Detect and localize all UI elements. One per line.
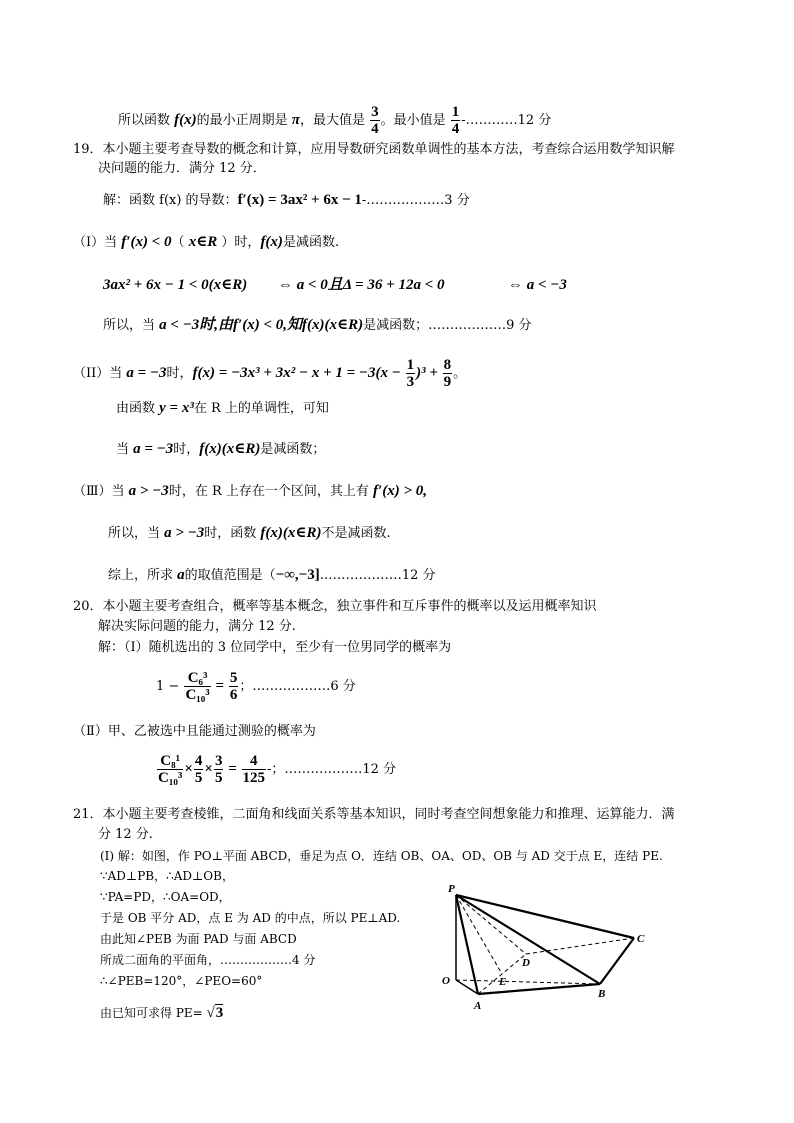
- q19-inequality-1: 3ax² + 6x − 1 < 0(x∈R): [103, 277, 248, 293]
- q19-heading-line1: 19．本小题主要考查导数的概念和计算，应用导数研究函数单调性的基本方法，考查综合运用数学知识解: [73, 142, 675, 157]
- q21-line-10: 由已知可求得 PE= √3: [100, 1005, 224, 1021]
- q20-equation-2: $\frac{\text{C₈¹}}{\text{C₁₀³}}$ × $\frac{4}{5}$ × $\frac{3}{5}$ = $\frac{4}{125}$ -；………………12 分: [158, 753, 397, 786]
- q19-inequality-3: ⇔ a < −3: [508, 277, 567, 293]
- label-P: P: [448, 883, 455, 895]
- q19-part2-line: （II）当 a = −3时，f(x) = −3x³ + 3x² − x + 1 = −3(x − $\frac{1}{3}$ )³ + $\frac{8}{9}$ 。: [73, 357, 467, 390]
- q21-line-9: ∴∠PEB=120°，∠PEO=60°: [100, 974, 263, 988]
- label-E: E: [499, 976, 507, 988]
- pyramid-figure: [436, 880, 676, 1015]
- q21-line-5: ∵PA=PD，∴OA=OD，: [100, 890, 231, 904]
- q19-decreasing-line: 当 a = −3时，f(x)(x∈R)是减函数；: [116, 441, 326, 457]
- label-D: D: [522, 957, 530, 969]
- q20-part2-line: （Ⅱ）甲、乙被选中且能通过测验的概率为: [73, 724, 316, 739]
- q19-summary-line: 综上，所求 a的取值范围是（−∞,−3].………………12 分: [108, 567, 436, 583]
- q19-derivative-line: 解：函数 f(x) 的导数：f′(x) = 3ax² + 6x − 1-………………3 分: [103, 192, 470, 208]
- label-O: O: [442, 975, 450, 987]
- label-A: A: [474, 1000, 482, 1012]
- q20-heading-line1: 20．本小题主要考查组合，概率等基本概念，独立事件和互斥事件的概率以及运用概率知识: [73, 599, 597, 614]
- q20-heading-line2: 解决实际问题的能力，满分 12 分.: [98, 619, 296, 634]
- label-B: B: [598, 988, 606, 1000]
- q21-heading-line1: 21．本小题主要考查棱锥，二面角和线面关系等基本知识，同时考查空间想象能力和推理、运算能力．满: [73, 807, 675, 822]
- max-fraction: $\frac{3}{4}$: [371, 104, 379, 137]
- q21-line-8: 所成二面角的平面角，………………4 分: [100, 953, 316, 967]
- q20-equation-1: 1 − $\frac{\text{C₆³}}{\text{C₁₀³}}$ = $\frac{5}{6}$ ；………………6 分: [156, 670, 356, 703]
- q19-heading-line2: 决问题的能力．满分 12 分．: [98, 161, 266, 176]
- q19-part3-line: （Ⅲ）当 a > −3时，在 R 上存在一个区间，其上有 f′(x) > 0,: [73, 483, 428, 499]
- q19-part1-line: （Ⅰ）当 f′(x) < 0（ x∈R ）时，f(x)是减函数.: [73, 234, 340, 250]
- max-min-line: 所以函数 f(x)的最小正周期是 π，最大值是 $\frac{3}{4}$ 。最小值是 $\frac{1}{4}$ -…………12 分: [118, 104, 552, 137]
- min-fraction: $\frac{1}{4}$: [451, 104, 460, 137]
- q21-line-6: 于是 OB 平分 AD，点 E 为 AD 的中点，所以 PE⊥AD.: [100, 911, 401, 925]
- q21-line-4: ∵AD⊥PB，∴AD⊥OB，: [100, 869, 234, 883]
- q20-part1-line: 解：（Ⅰ）随机选出的 3 位同学中，至少有一位男同学的概率为: [98, 640, 452, 655]
- q21-line-7: 由此知∠PEB 为面 PAD 与面 ABCD: [100, 932, 297, 946]
- label-C: C: [637, 933, 645, 945]
- q19-inequality-2: ⇔ a < 0且Δ = 36 + 12a < 0: [278, 277, 445, 293]
- q19-monotonic-line: 由函数 y = x³在 R 上的单调性，可知: [116, 400, 329, 416]
- q19-conclusion-1: 所以，当 a < −3时,由f′(x) < 0,知f(x)(x∈R)是减函数；………………9 分: [103, 317, 532, 333]
- q19-not-decreasing-line: 所以，当 a > −3时，函数 f(x)(x∈R)不是减函数.: [108, 525, 391, 541]
- q21-heading-line2: 分 12 分.: [98, 827, 153, 842]
- q21-solution-line: (I) 解：如图，作 PO⊥平面 ABCD，垂足为点 O．连结 OB、OA、OD、OB 与 AD 交于点 E，连结 PE.: [100, 849, 663, 863]
